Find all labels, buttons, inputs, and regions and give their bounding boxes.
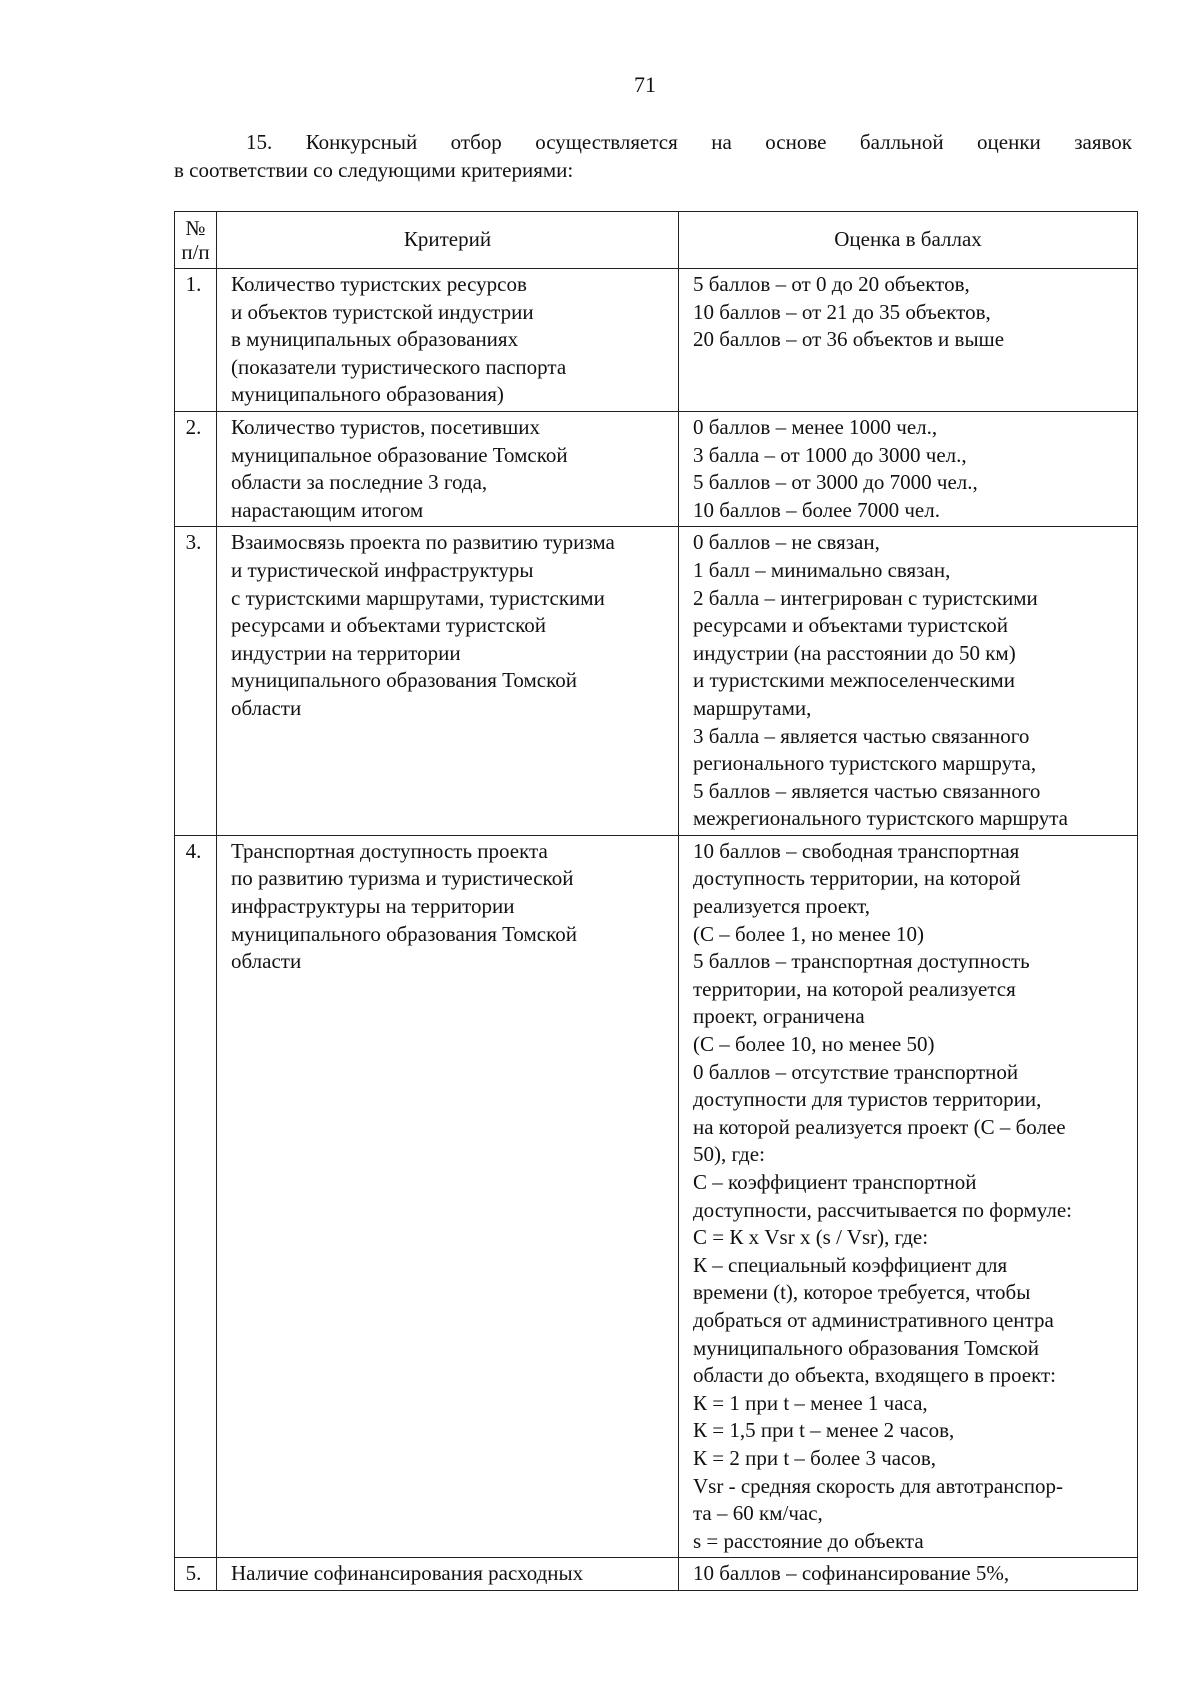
score-cell (679, 411, 1138, 526)
score-text-line: 5 баллов – транспортная доступность (693, 949, 1030, 974)
criterion-text-line: Количество туристов, посетивших (231, 414, 541, 439)
score-text-line: проект, ограничена (693, 1004, 865, 1029)
score-text-line: муниципального образования Томской (693, 1335, 1039, 1360)
table-row (175, 835, 1138, 1557)
score-text-line: доступности, рассчитывается по формуле: (693, 1197, 1073, 1222)
score-text-line: С = К х Vsr х (s / Vsr), где: (693, 1225, 929, 1250)
score-text-line: добраться от административного центра (693, 1307, 1054, 1332)
row-number: 4. (175, 835, 217, 1557)
criterion-text-line: и туристической инфраструктуры (231, 557, 534, 582)
criterion-text-line: Количество туристских ресурсов (231, 272, 527, 296)
score-text-line: 3 балла – является частью связанного (693, 723, 1030, 748)
criterion-text-line: области (231, 949, 302, 974)
score-cell (679, 527, 1138, 836)
score-text-line: 2 балла – интегрирован с туристскими (693, 585, 1038, 610)
score-text-line: К = 1 при t – менее 1 часа, (693, 1390, 928, 1415)
table-row (175, 1558, 1138, 1591)
score-text-line: ресурсами и объектами туристской (693, 613, 1008, 638)
score-text-line: 1 балл – минимально связан, (693, 557, 951, 582)
criterion-text-line: (показатели туристического паспорта (231, 354, 567, 379)
score-text-line: 3 балла – от 1000 до 3000 чел., (693, 442, 967, 467)
criterion-text-line: Наличие софинансирования расходных (231, 1561, 584, 1586)
table-row (175, 527, 1138, 836)
score-text-line: и туристскими межпоселенческими (693, 668, 1015, 693)
row-number: 5. (175, 1558, 217, 1591)
score-text-line: (С – более 1, но менее 10) (693, 921, 924, 946)
score-text-line: К – специальный коэффициент для (693, 1252, 1008, 1277)
criterion-text-line: муниципального образования Томской (231, 921, 577, 946)
criterion-text-line: ресурсами и объектами туристской (231, 613, 546, 638)
intro-line: в соответствии со следующими критериями: (174, 158, 574, 182)
criterion-text-line: в муниципальных образованиях (231, 327, 519, 352)
table-row (175, 411, 1138, 526)
score-text-line: та – 60 км/час, (693, 1501, 823, 1526)
score-text-line: 0 баллов – не связан, (693, 530, 880, 555)
score-text-line: индустрии (на расстоянии до 50 км) (693, 640, 1016, 665)
score-text-line: области до объекта, входящего в проект: (693, 1363, 1057, 1388)
score-text-line: межрегионального туристского маршрута (693, 806, 1068, 831)
criterion-text-line: Транспортная доступность проекта (231, 838, 548, 863)
criterion-text-line: области за последние 3 года, (231, 470, 488, 495)
score-text-line: времени (t), которое требуется, чтобы (693, 1280, 1031, 1305)
row-number: 2. (175, 411, 217, 526)
row-number: 1. (175, 269, 217, 412)
criterion-cell (217, 835, 679, 1557)
criterion-text-line: муниципальное образование Томской (231, 442, 568, 467)
criterion-text-line: инфраструктуры на территории (231, 894, 515, 919)
row-number: 3. (175, 527, 217, 836)
score-text-line: 10 баллов – от 21 до 35 объектов, (693, 299, 991, 324)
criterion-text-line: нарастающим итогом (231, 497, 424, 522)
criterion-text-line: муниципального образования) (231, 382, 504, 407)
score-text-line: 5 баллов – является частью связанного (693, 778, 1041, 803)
score-text-line: s = расстояние до объекта (693, 1528, 924, 1553)
score-text-line: доступность территории, на которой (693, 866, 1021, 891)
score-text-line: К = 2 при t – более 3 часов, (693, 1445, 937, 1470)
header-number-symbol: № (185, 216, 206, 240)
score-text-line: 50), где: (693, 1142, 765, 1167)
score-text-line: 0 баллов – отсутствие транспортной (693, 1059, 1019, 1084)
score-text-line: маршрутами, (693, 695, 812, 720)
score-text-line: С – коэффициент транспортной (693, 1170, 977, 1194)
score-text-line: Vsr - средняя скорость для автотранспор- (693, 1473, 1063, 1498)
criterion-cell (217, 269, 679, 412)
header-criterion: Критерий (217, 212, 679, 269)
score-text-line: 0 баллов – менее 1000 чел., (693, 414, 938, 439)
score-text-line: реализуется проект, (693, 894, 870, 919)
score-text-line: 10 баллов – свободная транспортная (693, 838, 1020, 863)
score-cell (679, 835, 1138, 1557)
criterion-text-line: и объектов туристской индустрии (231, 299, 534, 324)
criterion-text-line: по развитию туризма и туристической (231, 866, 574, 891)
score-text-line: 5 баллов – от 0 до 20 объектов, (693, 272, 970, 296)
score-cell (679, 1558, 1138, 1591)
score-text-line: 20 баллов – от 36 объектов и выше (693, 327, 1005, 352)
criterion-text-line: с туристскими маршрутами, туристскими (231, 585, 605, 610)
criterion-cell (217, 1558, 679, 1591)
score-text-line: К = 1,5 при t – менее 2 часов, (693, 1418, 955, 1443)
criterion-text-line: индустрии на территории (231, 640, 461, 665)
score-text-line: (С – более 10, но менее 50) (693, 1032, 935, 1057)
page-number: 71 (634, 72, 656, 97)
score-text-line: территории, на которой реализуется (693, 976, 1016, 1001)
header-score: Оценка в баллах (679, 212, 1138, 269)
score-text-line: на которой реализуется проект (С – более (693, 1114, 1066, 1139)
intro-line: 15. Конкурсный отбор осуществляется на основе балльной оценки заявок (246, 130, 1132, 154)
criteria-table (174, 211, 1138, 1591)
intro-paragraph (174, 128, 1132, 184)
score-text-line: доступности для туристов территории, (693, 1087, 1042, 1112)
criterion-text-line: муниципального образования Томской (231, 668, 577, 693)
criterion-cell (217, 527, 679, 836)
criterion-text-line: области (231, 695, 302, 720)
criterion-text-line: Взаимосвязь проекта по развитию туризма (231, 530, 615, 555)
table-row (175, 269, 1138, 412)
score-text-line: 10 баллов – более 7000 чел. (693, 497, 940, 522)
header-number-abbr: п/п (181, 240, 210, 264)
score-text-line: 10 баллов – софинансирование 5%, (693, 1561, 1010, 1586)
table-header-row (175, 212, 1138, 269)
header-number (175, 212, 217, 269)
criterion-cell (217, 411, 679, 526)
score-text-line: регионального туристского маршрута, (693, 751, 1037, 776)
score-cell (679, 269, 1138, 412)
score-text-line: 5 баллов – от 3000 до 7000 чел., (693, 470, 978, 495)
